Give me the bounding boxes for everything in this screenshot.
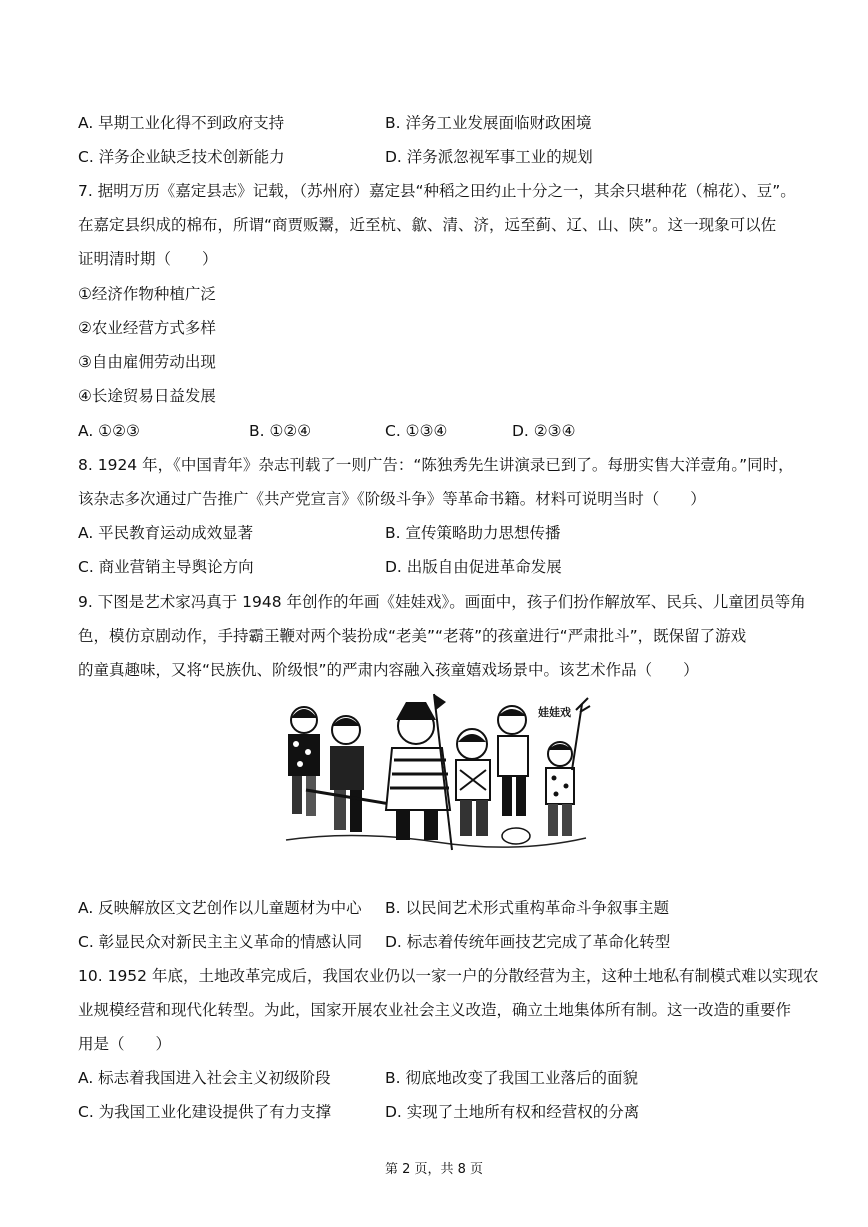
q6-option-d: D. 洋务派忽视军事工业的规划 <box>385 148 593 166</box>
q9-stem-line2: 色，模仿京剧动作，手持霸王鞭对两个装扮成“老美”“老蒋”的孩童进行“严肃批斗”，既保留了游戏 <box>78 627 747 645</box>
q8-option-a: A. 平民教育运动成效显著 <box>78 524 254 542</box>
q6-option-b: B. 洋务工业发展面临财政困境 <box>385 114 592 132</box>
q9-stem-line1: 9. 下图是艺术家冯真于 1948 年创作的年画《娃娃戏》。画面中，孩子们扮作解放军、民兵、儿童团员等角 <box>78 593 806 611</box>
q10-option-c: C. 为我国工业化建设提供了有力支撑 <box>78 1103 332 1121</box>
page-number: 第 2 页，共 8 页 <box>384 1162 484 1177</box>
q8-option-b: B. 宣传策略助力思想传播 <box>385 524 561 542</box>
q6-option-c: C. 洋务企业缺乏技术创新能力 <box>78 148 285 166</box>
q10-stem-line3: 用是（ ） <box>78 1035 172 1053</box>
q7-item-1: ①经济作物种植广泛 <box>78 285 216 303</box>
q8-stem-line2: 该杂志多次通过广告推广《共产党宣言》《阶级斗争》等革命书籍。材料可说明当时（ ） <box>78 490 706 508</box>
children-play-artwork <box>276 690 592 860</box>
q7-item-2: ②农业经营方式多样 <box>78 319 216 337</box>
q7-option-b: B. ①②④ <box>249 422 312 440</box>
q9-option-b: B. 以民间艺术形式重构革命斗争叙事主题 <box>385 899 669 917</box>
q8-stem-line1: 8. 1924 年，《中国青年》杂志刊载了一则广告：“陈独秀先生讲演录已到了。每册实售大洋壹角。”同时， <box>78 456 794 474</box>
figure-caption: 娃娃戏 <box>538 706 571 719</box>
q7-option-d: D. ②③④ <box>512 422 576 440</box>
q9-woodcut-illustration <box>276 690 592 860</box>
q9-option-c: C. 彰显民众对新民主主义革命的情感认同 <box>78 933 363 951</box>
q7-stem-line1: 7. 据明万历《嘉定县志》记载，（苏州府）嘉定县“种稻之田约止十分之一，其余只堪种花（棉花）、豆”。 <box>78 182 796 200</box>
q10-stem-line1: 10. 1952 年底，土地改革完成后，我国农业仍以一家一户的分散经营为主，这种土地私有制模式难以实现农 <box>78 967 819 985</box>
q7-stem-line2: 在嘉定县织成的棉布，所谓“商贾贩鬻，近至杭、歙、清、济，远至蓟、辽、山、陕”。这一现象可以佐 <box>78 216 777 234</box>
q7-item-3: ③自由雇佣劳动出现 <box>78 353 216 371</box>
q10-option-b: B. 彻底地改变了我国工业落后的面貌 <box>385 1069 638 1087</box>
q9-option-d: D. 标志着传统年画技艺完成了革命化转型 <box>385 933 671 951</box>
q7-stem-line3: 证明清时期（ ） <box>78 250 218 268</box>
q7-option-a: A. ①②③ <box>78 422 140 440</box>
q8-option-d: D. 出版自由促进革命发展 <box>385 558 562 576</box>
q9-option-a: A. 反映解放区文艺创作以儿童题材为中心 <box>78 899 362 917</box>
q7-option-c: C. ①③④ <box>385 422 448 440</box>
q8-option-c: C. 商业营销主导舆论方向 <box>78 558 254 576</box>
q6-option-a: A. 早期工业化得不到政府支持 <box>78 114 285 132</box>
q7-item-4: ④长途贸易日益发展 <box>78 387 216 405</box>
q10-option-a: A. 标志着我国进入社会主义初级阶段 <box>78 1069 331 1087</box>
q10-option-d: D. 实现了土地所有权和经营权的分离 <box>385 1103 640 1121</box>
q10-stem-line2: 业规模经营和现代化转型。为此，国家开展农业社会主义改造，确立土地集体所有制。这一改造的重要作 <box>78 1001 792 1019</box>
q9-stem-line3: 的童真趣味，又将“民族仇、阶级恨”的严肃内容融入孩童嬉戏场景中。该艺术作品（ ） <box>78 661 699 679</box>
